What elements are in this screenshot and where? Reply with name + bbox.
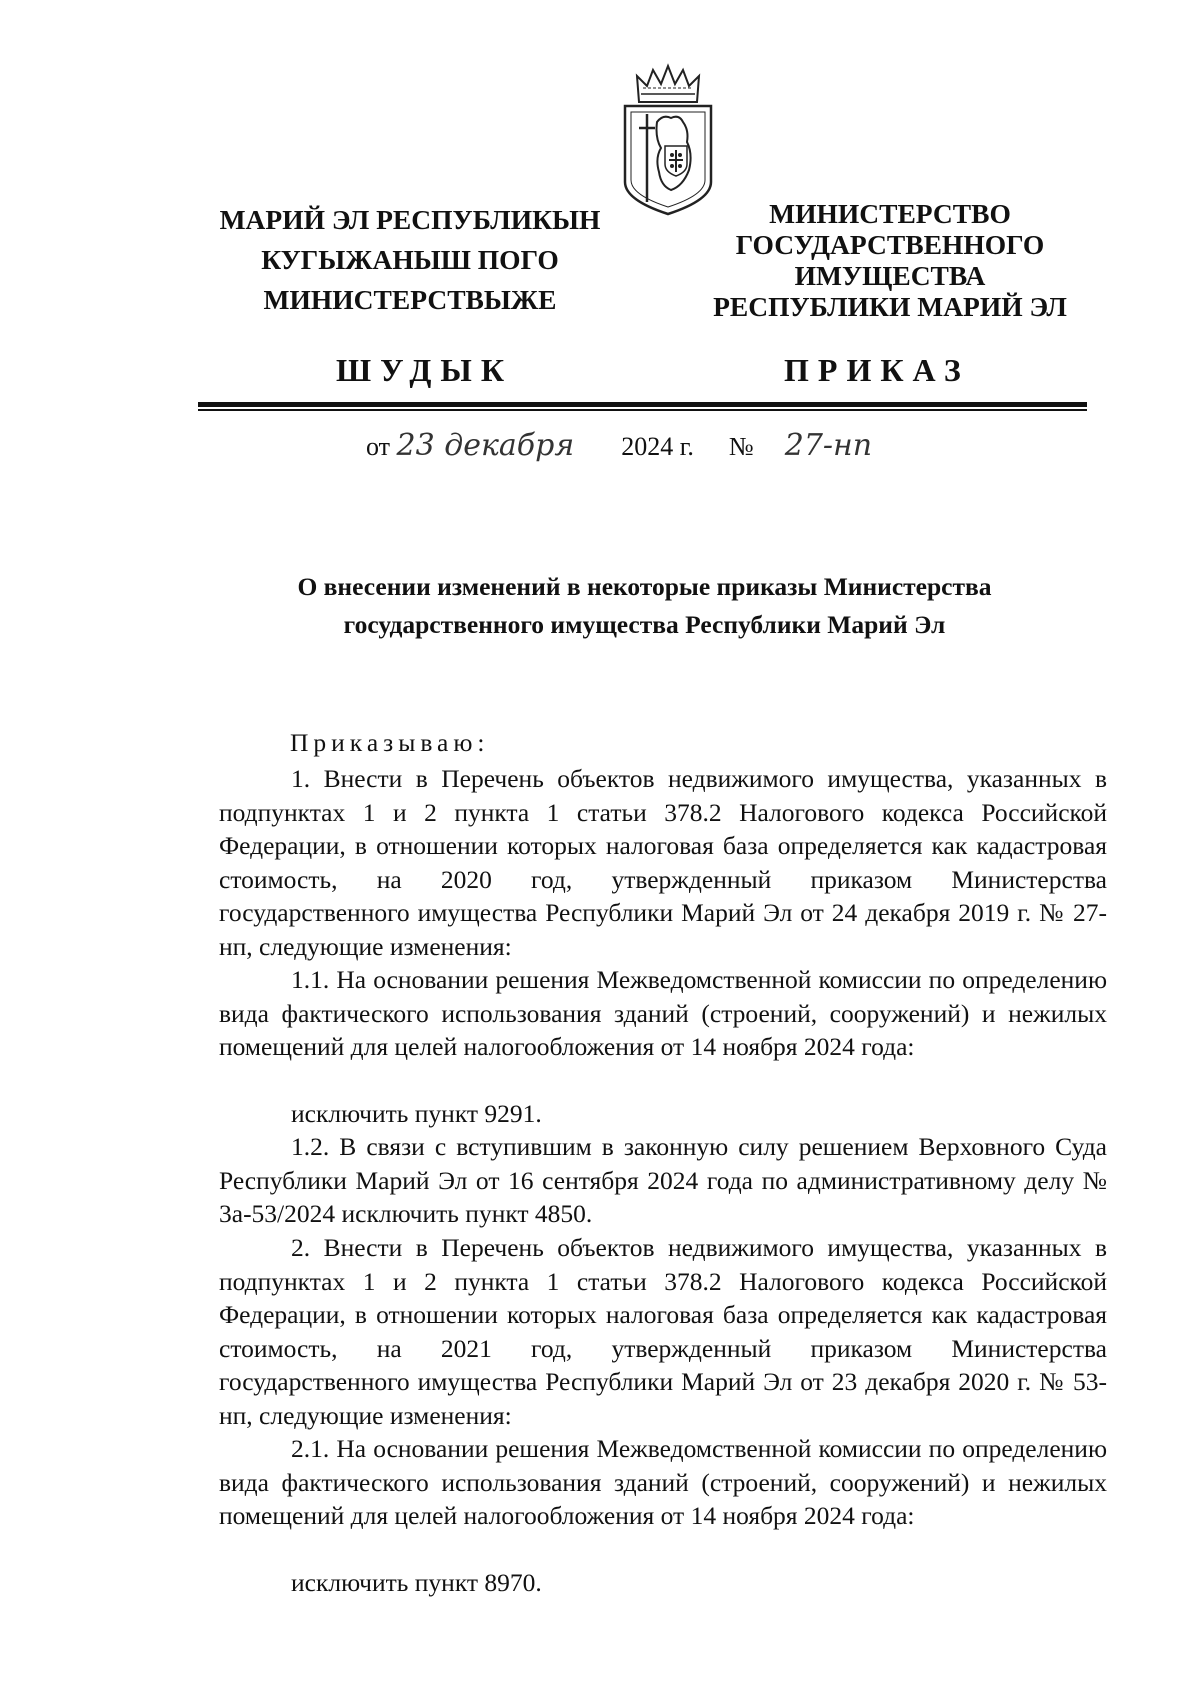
handwritten-number: 27-нп: [784, 428, 873, 463]
paragraph-2: 2. Внести в Перечень объектов недвижимого имущества, указанных в подпунктах 1 и 2 пункта 1 статьи 378.2 Налогового кодекса Российской Федерации, в отношении которых налоговая база определяется как кадастровая стоимость, на 2021 год, утвержденный приказом Министерства государственного имущества Республики Марий Эл от 23 декабря 2020 г. № 53-нп, следующие изменения:: [219, 1233, 1107, 1430]
header-left-line-1: МАРИЙ ЭЛ РЕСПУБЛИКЫН: [219, 204, 601, 235]
header-rule-thick: [198, 402, 1087, 407]
paragraph-1-1-action: исключить пункт 9291.: [291, 1099, 542, 1128]
paragraph-2-1: 2.1. На основании решения Межведомственной комиссии по определению вида фактического использования зданий (строений, сооружений) и нежилых помещений для целей налогообложения от 14 ноября 2024 года:: [219, 1434, 1107, 1530]
paragraph-2-1-action: исключить пункт 8970.: [291, 1568, 542, 1597]
header-right: [700, 198, 1080, 322]
document-title: О внесении изменений в некоторые приказы Министерства государственного имущества Республики Марий Эл: [297, 572, 992, 639]
number-sign: №: [728, 432, 754, 461]
paragraph-1-1: 1.1. На основании решения Межведомственной комиссии по определению вида фактического использования зданий (строений, сооружений) и нежилых помещений для целей налогообложения от 14 ноября 2024 года:: [219, 965, 1107, 1061]
header-left: [190, 200, 630, 320]
header-right-line-3: ИМУЩЕСТВА: [794, 260, 986, 291]
paragraph-1-2: 1.2. В связи с вступившим в законную силу решением Верховного Суда Республики Марий Эл от 16 сентября 2024 года по административному делу № 3а-53/2024 исключить пункт 4850.: [219, 1132, 1107, 1228]
header-rule-thin: [198, 409, 1087, 411]
date-year: 2024 г.: [621, 432, 694, 461]
header-left-line-3: МИНИСТЕРСТВЫЖЕ: [263, 284, 557, 315]
order-word: Приказываю:: [290, 728, 490, 757]
header-right-line-2: ГОСУДАРСТВЕННОГО: [735, 229, 1045, 260]
handwritten-date: 23 декабря: [396, 428, 575, 463]
paragraph-1: 1. Внести в Перечень объектов недвижимого имущества, указанных в подпунктах 1 и 2 пункта 1 статьи 378.2 Налогового кодекса Российской Федерации, в отношении которых налоговая база определяется как кадастровая стоимость, на 2020 год, утвержденный приказом Министерства государственного имущества Республики Марий Эл от 24 декабря 2019 г. № 27-нп, следующие изменения:: [219, 764, 1107, 961]
date-number-line: [366, 428, 872, 463]
date-prefix: от: [366, 432, 391, 461]
header-left-line-2: КУГЫЖАНЫШ ПОГО: [261, 244, 559, 275]
doc-type-mari: ШУДЫК: [336, 352, 514, 388]
header-right-line-1: МИНИСТЕРСТВО: [769, 198, 1011, 229]
header-right-line-4: РЕСПУБЛИКИ МАРИЙ ЭЛ: [713, 291, 1067, 322]
doc-type-russian: ПРИКАЗ: [784, 352, 970, 388]
